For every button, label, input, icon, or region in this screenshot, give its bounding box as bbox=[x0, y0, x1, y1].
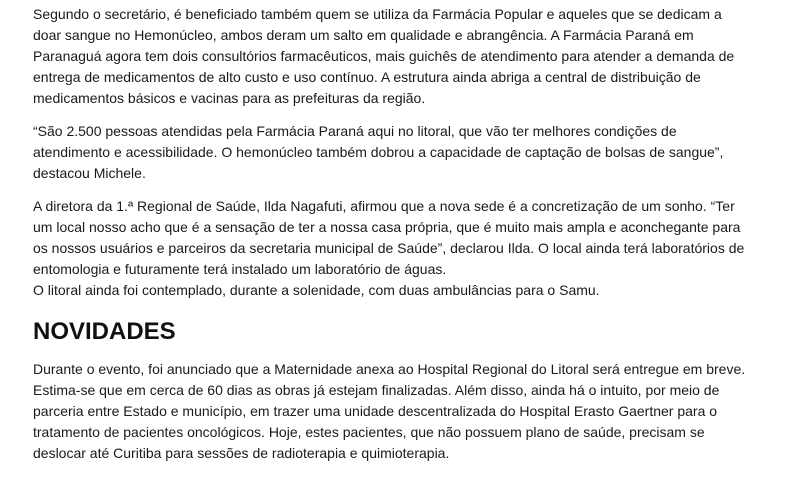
article-body bbox=[33, 0, 773, 464]
section-heading: NOVIDADES bbox=[33, 318, 176, 345]
article-paragraph: Segundo o secretário, é beneficiado também quem se utiliza da Farmácia Popular e aqueles que se dedicam a doar sangue no Hemonúcleo, ambos deram um salto em qualidade e abrangência. A Farmácia Paraná em Paranaguá agora tem dois consultórios farmacêuticos, mais guichês de atendimento para atender a demanda de entrega de medicamentos de alto custo e uso contínuo. A estrutura ainda abriga a central de distribuição de medicamentos básicos e vacinas para as prefeituras da região. bbox=[33, 6, 735, 106]
article-paragraph: “São 2.500 pessoas atendidas pela Farmácia Paraná aqui no litoral, que vão ter melhores condições de atendimento e acessibilidade. O hemonúcleo também dobrou a capacidade de captação de bolsas de sangue”, destacou Michele. bbox=[33, 123, 724, 181]
section-paragraph: Durante o evento, foi anunciado que a Maternidade anexa ao Hospital Regional do Litoral será entregue em breve. Estima-se que em cerca de 60 dias as obras já estejam finalizadas. Além disso, ainda há o intuito, por meio de parceria entre Estado e município, em trazer uma unidade descentralizada do Hospital Erasto Gaertner para o tratamento de pacientes oncológicos. Hoje, estes pacientes, que não possuem plano de saúde, precisam se deslocar até Curitiba para sessões de radioterapia e quimioterapia. bbox=[33, 361, 746, 461]
article-paragraph: A diretora da 1.ª Regional de Saúde, Ilda Nagafuti, afirmou que a nova sede é a concretização de um sonho. “Ter um local nosso acho que é a sensação de ter a nossa casa própria, que é muito mais ampla e aconchegante para os nossos usuários e parceiros da secretaria municipal de Saúde”, declarou Ilda. O local ainda terá laboratórios de entomologia e futuramente terá instalado um laboratório de águas. O litoral ainda foi contemplado, durante a solenidade, com duas ambulâncias para o Samu. bbox=[33, 198, 745, 298]
